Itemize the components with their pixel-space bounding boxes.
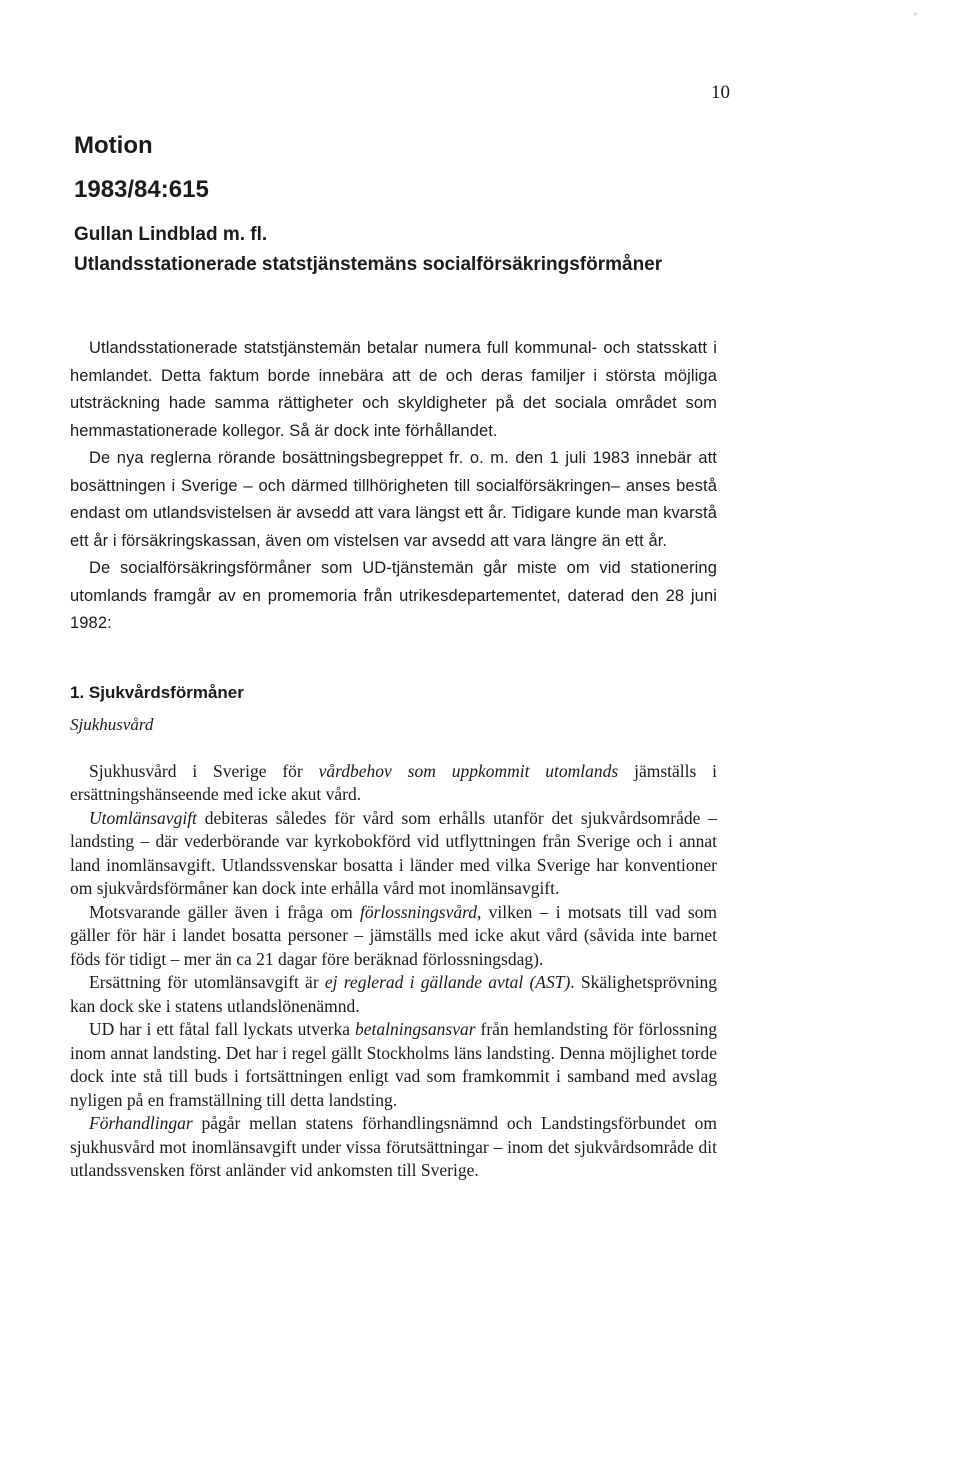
section-heading: 1. Sjukvårdsförmåner [70,682,244,702]
paragraph-text: Motsvarande gäller även i fråga om [89,901,361,922]
section-body [70,760,717,1183]
document-type: Motion [74,132,153,159]
body-paragraph [70,971,717,1018]
paragraph-text: UD har i ett fåtal fall lyckats utverka [89,1019,356,1039]
page-edge-mark: ▪ [913,6,918,21]
document-header [74,130,754,278]
paragraph-text: debiteras således för vård som erhålls utanför det sjukvårdsområde – landsting – där vederbörande var kyrkobokförd vid utflyttningen från Sverige och i annat land inomlänsavgift. Utlandssvenskar bosatta i länder med vilka Sverige har konventioner om sjukvårdsförmåner kan dock inte erhålla vård mot inomlänsavgift. [70,807,717,898]
body-paragraph [70,807,717,901]
emphasized-text: betalningsansvar [355,1019,476,1039]
emphasized-text: Utomlänsavgift [89,807,197,828]
body-paragraph [70,1112,717,1183]
intro-paragraph: Utlandsstationerade statstjänstemän betalar numera full kommunal- och statsskatt i hemlandet. Detta faktum borde innebära att de och deras familjer i största möjliga utsträckning hade samma rättigheter och skyldigheter på det sociala området som hemmastationerade kollegor. Så är dock inte förhållandet. [70,339,717,440]
emphasized-text: Förhandlingar [89,1113,193,1133]
paragraph-text: Ersättning för utomlänsavgift är [89,972,325,992]
paragraph-text: jämställs i ersättningshänseende med icke akut vård. [70,760,717,804]
body-paragraph [70,901,717,972]
paragraph-text: Sjukhusvård i Sverige för [89,760,319,781]
section-subheading: Sjukhusvård [70,714,154,734]
body-paragraph [70,760,717,807]
document-body [70,335,717,1183]
paragraph-text: . Skälighetsprövning kan dock ske i statens utlandslönenämnd. [70,972,718,1016]
document-number: 1983/84:615 [74,176,209,203]
paragraph-text: pågår mellan statens förhandlingsnämnd och Landstingsförbundet om sjukhusvård mot inomlänsavgift under vissa förutsättningar – inom det sjukvårdsområde dit utlandssvensken först anländer vid ankomsten till Sverige. [70,1113,717,1180]
paragraph-text: , vilken – i motsats till vad som gäller för här i landet bosatta personer – jämställs med icke akut vård (såvida inte barnet föds för tidigt – mer än ca 21 dagar före beräknad förlossningsdag). [70,901,717,969]
body-paragraph [70,1018,717,1112]
page-number: 10 [711,82,730,103]
document-title: Utlandsstationerade statstjänstemäns socialförsäkringsförmåner [74,254,663,275]
emphasized-text: ej reglerad i gällande avtal (AST) [324,972,571,992]
document-authors: Gullan Lindblad m. fl. [74,224,268,245]
intro-paragraph: De nya reglerna rörande bosättningsbegreppet fr. o. m. den 1 juli 1983 innebär att bosättningen i Sverige – och därmed tillhörigheten till socialförsäkringen– anses bestå endast om utlandsvistelsen är avsedd att vara längst ett år. Tidigare kunde man kvarstå ett år i försäkringskassan, även om vistelsen var avsedd att vara längre än ett år. [70,449,717,550]
emphasized-text: vårdbehov som uppkommit utomlands [318,760,619,781]
emphasized-text: förlossningsvård [360,901,478,922]
paragraph-text: från hemlandsting för förlossning inom annat landsting. Det har i regel gällt Stockholms läns landsting. Denna möjlighet torde dock inte stå till buds i fortsättningen enligt vad som framkommit i samband med avslag nyligen på en framställning till detta landsting. [70,1019,717,1110]
intro-section [70,335,717,638]
intro-paragraph: De socialförsäkringsförmåner som UD-tjänstemän går miste om vid stationering utomlands framgår av en promemoria från utrikesdepartementet, daterad den 28 juni 1982: [70,559,717,632]
